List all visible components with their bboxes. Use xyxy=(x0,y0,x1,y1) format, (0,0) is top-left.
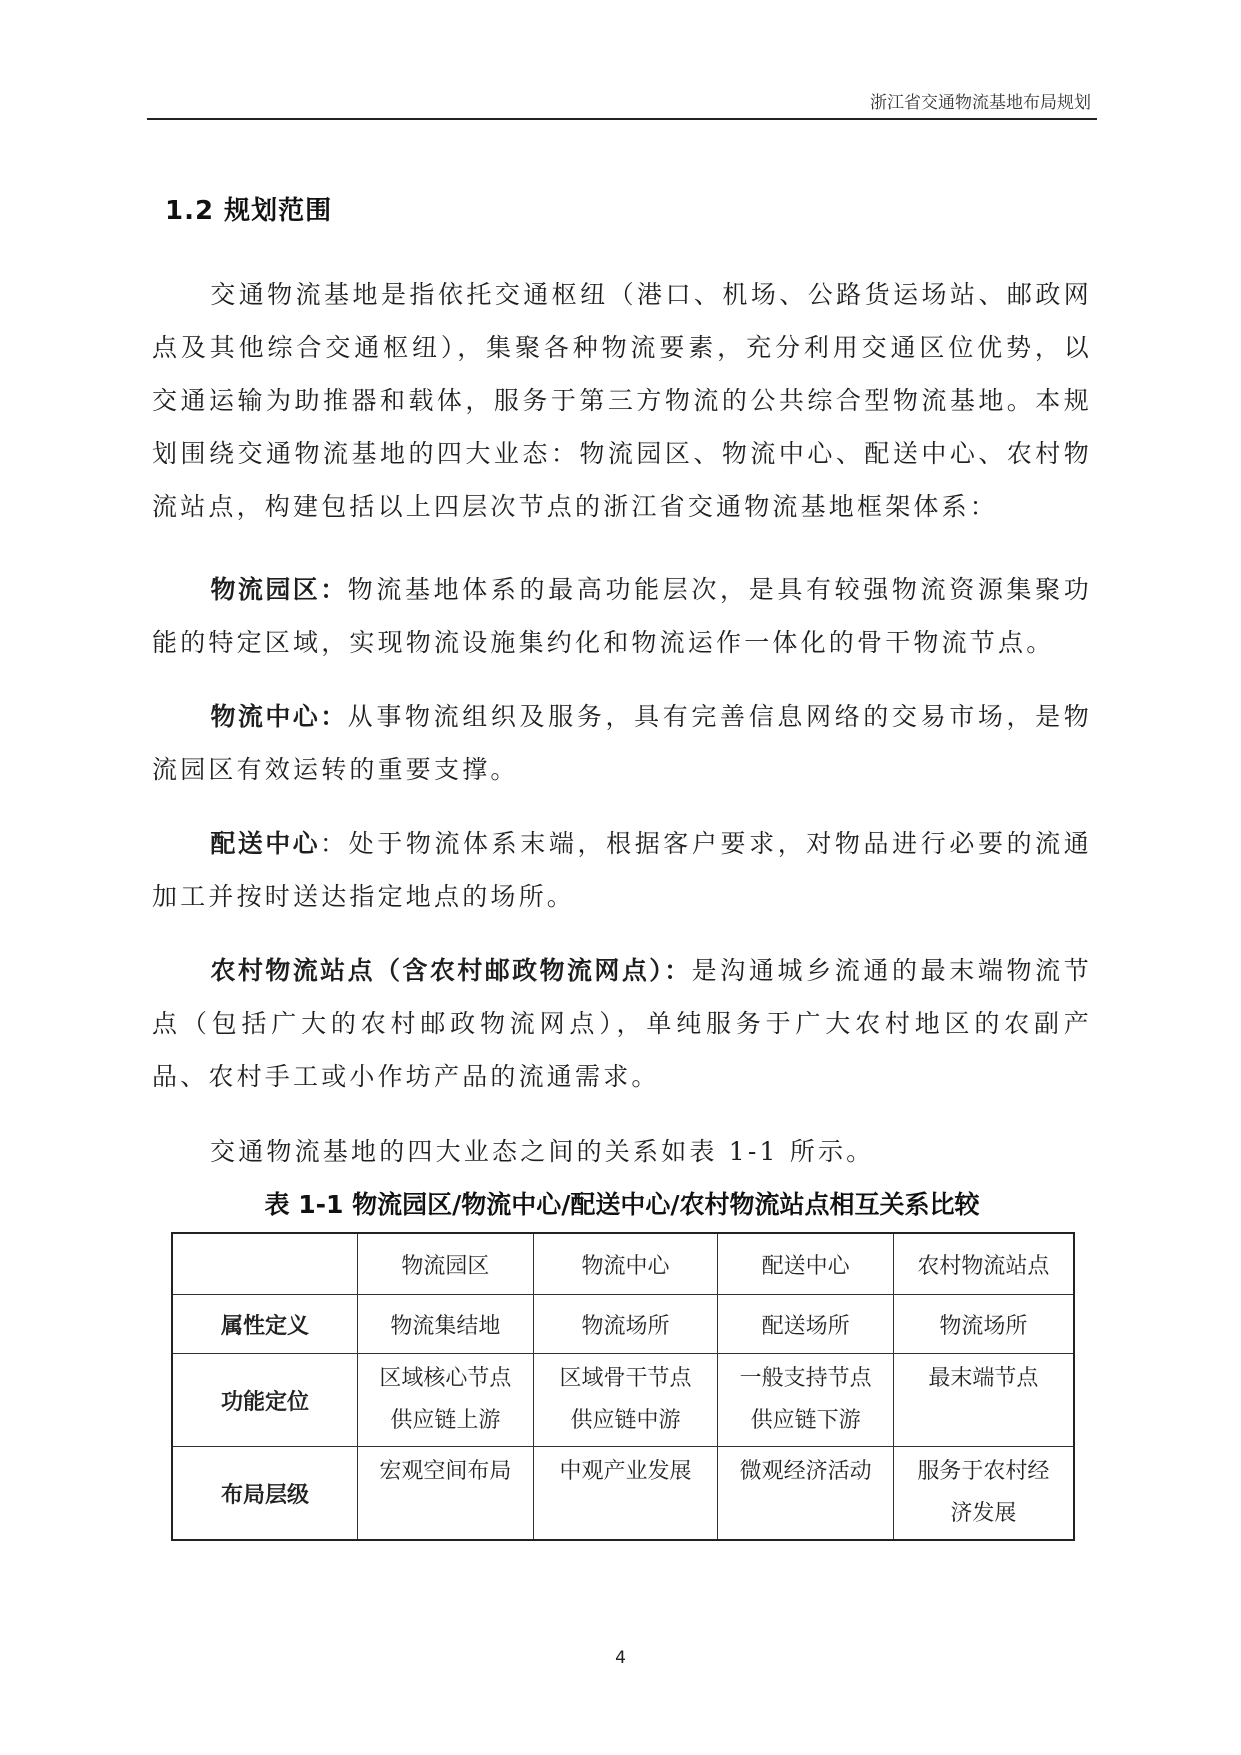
column-header: 物流中心 xyxy=(533,1233,718,1295)
rural-station-term: 农村物流站点（含农村邮政物流网点）： xyxy=(210,956,692,985)
column-header: 物流园区 xyxy=(358,1233,534,1295)
table-cell: 物流场所 xyxy=(893,1295,1074,1354)
table-cell: 配送场所 xyxy=(718,1295,894,1354)
cell-line: 济发展 xyxy=(950,1501,1017,1526)
table-cell xyxy=(718,1447,894,1541)
cell-line: 微观经济活动 xyxy=(739,1459,872,1484)
table-row xyxy=(172,1447,1074,1541)
table-cell xyxy=(533,1354,718,1447)
header-title: 浙江省交通物流基地布局规划 xyxy=(870,93,1091,113)
cell-line: 供应链中游 xyxy=(570,1408,681,1433)
logistics-park-text: 物流基地体系的最高功能层次，是具有较强物流资源集聚功能的特定区域，实现物流设施集约化和物流运作一体化的骨干物流节点。 xyxy=(152,575,1092,657)
table-cell xyxy=(358,1354,534,1447)
table-caption: 表 1-1 物流园区/物流中心/配送中心/农村物流站点相互关系比较 xyxy=(264,1190,980,1219)
table-corner-cell xyxy=(172,1233,358,1295)
table-cell xyxy=(718,1354,894,1447)
distribution-center-text: ：处于物流体系末端，根据客户要求，对物品进行必要的流通加工并按时送达指定地点的场所。 xyxy=(152,829,1092,911)
column-header: 配送中心 xyxy=(718,1233,894,1295)
intro-text: 交通物流基地是指依托交通枢纽（港口、机场、公路货运场站、邮政网点及其他综合交通枢纽），集聚各种物流要素，充分利用交通区位优势，以交通运输为助推器和载体，服务于第三方物流的公共综合型物流基地。本规划围绕交通物流基地的四大业态：物流园区、物流中心、配送中心、农村物流站点，构建包括以上四层次节点的浙江省交通物流基地框架体系： xyxy=(152,280,1092,521)
table-row xyxy=(172,1354,1074,1447)
page-number: 4 xyxy=(615,1648,626,1668)
table-cell: 物流集结地 xyxy=(358,1295,534,1354)
table-row xyxy=(172,1295,1074,1354)
logistics-park-term: 物流园区： xyxy=(210,575,348,604)
rural-station-paragraph xyxy=(152,944,1092,1103)
section-title: 1.2 规划范围 xyxy=(165,196,333,226)
relation-paragraph xyxy=(152,1125,1092,1178)
cell-line: 供应链下游 xyxy=(750,1408,861,1433)
cell-line: 宏观空间布局 xyxy=(379,1459,512,1484)
cell-line: 一般支持节点 xyxy=(739,1366,872,1391)
cell-line: 服务于农村经 xyxy=(917,1459,1050,1484)
cell-line: 最末端节点 xyxy=(928,1366,1039,1391)
cell-line: 区域核心节点 xyxy=(379,1366,512,1391)
relation-text: 交通物流基地的四大业态之间的关系如表 1-1 所示。 xyxy=(210,1137,875,1166)
cell-line: 中观产业发展 xyxy=(559,1459,692,1484)
logistics-center-text: 从事物流组织及服务，具有完善信息网络的交易市场，是物流园区有效运转的重要支撑。 xyxy=(152,702,1092,784)
table-cell xyxy=(893,1447,1074,1541)
table-cell xyxy=(893,1354,1074,1447)
distribution-center-term: 配送中心 xyxy=(210,829,321,858)
table-cell xyxy=(533,1447,718,1541)
distribution-center-paragraph xyxy=(152,817,1092,923)
intro-paragraph xyxy=(152,268,1092,533)
table-cell: 物流场所 xyxy=(533,1295,718,1354)
rural-station-text: 是沟通城乡流通的最末端物流节点（包括广大的农村邮政物流网点），单纯服务于广大农村地区的农副产品、农村手工或小作坊产品的流通需求。 xyxy=(152,956,1092,1091)
page-header xyxy=(147,82,1097,120)
cell-line: 供应链上游 xyxy=(390,1408,501,1433)
table-cell xyxy=(358,1447,534,1541)
row-header: 属性定义 xyxy=(172,1295,358,1354)
table-header-row xyxy=(172,1233,1074,1295)
logistics-center-term: 物流中心： xyxy=(210,702,348,731)
cell-line: 区域骨干节点 xyxy=(559,1366,692,1391)
logistics-center-paragraph xyxy=(152,690,1092,796)
column-header: 农村物流站点 xyxy=(893,1233,1074,1295)
row-header: 功能定位 xyxy=(172,1354,358,1447)
logistics-park-paragraph xyxy=(152,563,1092,669)
comparison-table xyxy=(171,1232,1075,1541)
row-header: 布局层级 xyxy=(172,1447,358,1541)
